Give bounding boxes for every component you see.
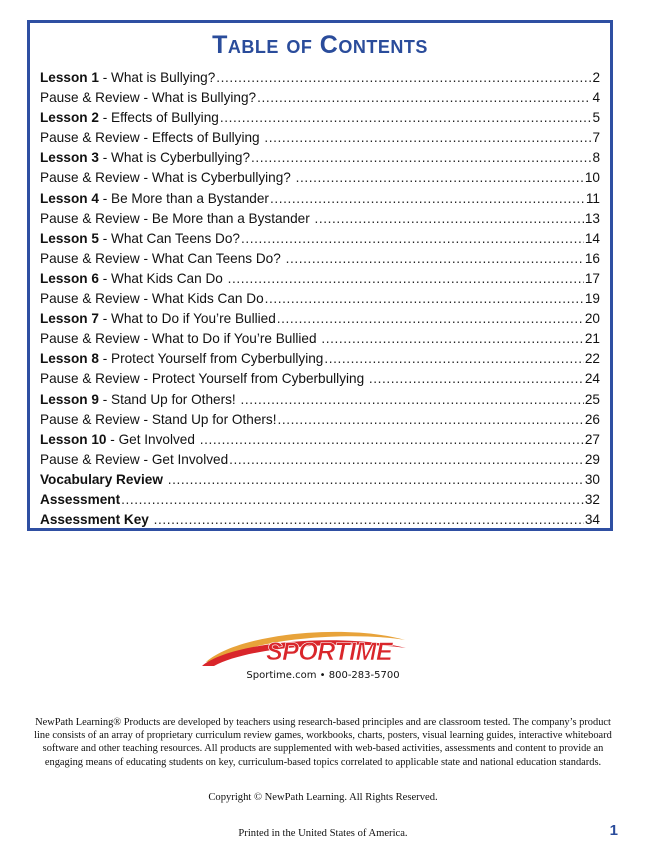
- toc-leader-dots: [277, 410, 583, 430]
- toc-entry-title: - Be More than a Bystander: [98, 190, 269, 206]
- toc-entry-title: [163, 472, 167, 487]
- toc-entry-page: 29: [584, 451, 600, 467]
- toc-leader-dots: [321, 329, 584, 349]
- toc-entry-title: - What is Cyberbullying?: [98, 150, 251, 166]
- toc-entry-page: 21: [584, 331, 600, 347]
- toc-entry-page: 13: [584, 210, 600, 226]
- toc-entry-page: 14: [584, 230, 600, 246]
- toc-leader-dots: [240, 390, 583, 410]
- toc-entry: [40, 490, 600, 510]
- toc-entry-label: [40, 168, 295, 188]
- toc-entry-page: 30: [584, 471, 600, 487]
- toc-entry: [40, 269, 600, 289]
- toc-entry-label: [40, 269, 227, 289]
- toc-leader-dots: [265, 289, 584, 309]
- toc-entry-label: [40, 410, 276, 430]
- toc-leader-dots: [220, 108, 592, 128]
- toc-leader-dots: [264, 128, 591, 148]
- copyright-notice: Copyright © NewPath Learning. All Rights Reserved.: [208, 792, 438, 803]
- toc-entry-label: [40, 88, 256, 108]
- toc-entry: [40, 108, 600, 128]
- toc-entry-heading: Lesson 1: [40, 70, 99, 85]
- toc-entry-page: 32: [584, 491, 600, 507]
- table-of-contents: [27, 20, 613, 531]
- toc-entry: [40, 289, 600, 309]
- toc-leader-dots: [296, 168, 584, 188]
- toc-entry-label: [40, 148, 250, 168]
- toc-entry: [40, 470, 600, 490]
- toc-entry: [40, 148, 600, 168]
- toc-entry: [40, 430, 600, 450]
- toc-leader-dots: [324, 349, 584, 369]
- toc-entry-title: Pause & Review - Get Involved: [40, 451, 229, 467]
- toc-list: [40, 68, 600, 530]
- toc-leader-dots: [168, 470, 584, 490]
- toc-entry-page: 34: [584, 512, 600, 528]
- toc-entry-page: 17: [584, 270, 600, 286]
- toc-leader-dots: [154, 510, 584, 530]
- toc-entry-heading: Lesson 8: [40, 351, 99, 367]
- toc-entry-label: [40, 249, 285, 269]
- toc-entry-title: Pause & Review - Protect Yourself from Cyberbullying: [40, 371, 368, 387]
- toc-entry-heading: Lesson 4: [40, 190, 99, 206]
- toc-entry-heading: Lesson 6: [40, 270, 99, 286]
- toc-leader-dots: [369, 369, 584, 389]
- toc-entry: [40, 510, 600, 530]
- toc-entry-title: [149, 512, 153, 527]
- toc-entry: [40, 68, 600, 88]
- toc-entry-title: - Protect Yourself from Cyberbullying: [98, 351, 324, 367]
- toc-entry-heading: Assessment: [40, 491, 121, 507]
- toc-entry-label: [40, 68, 215, 88]
- toc-entry: [40, 329, 600, 349]
- toc-entry-label: [40, 309, 276, 329]
- newpath-blurb: NewPath Learning® Products are developed by teachers using research-based principles and are classroom tested. The company’s product line consists of an array of proprietary curriculum review games, workbooks, charts, posters, visual learning guides, interactive whiteboard software and other teaching resources. All products are supplemented with web-based activities, assessments and content to provide an engaging means of educating students on key, curriculum-based topics correlated to applicable state and national education standards.: [34, 717, 612, 768]
- toc-entry: [40, 369, 600, 389]
- toc-entry-label: [40, 510, 153, 530]
- toc-entry-label: [40, 128, 263, 148]
- toc-entry-title: - Effects of Bullying: [98, 110, 219, 126]
- toc-entry-title: - Stand Up for Others!: [98, 391, 240, 407]
- toc-entry-heading: Lesson 10: [40, 431, 107, 447]
- toc-leader-dots: [121, 490, 584, 510]
- toc-entry-heading: Vocabulary Review: [40, 471, 163, 487]
- toc-entry-label: [40, 390, 239, 410]
- toc-entry-label: [40, 369, 368, 389]
- toc-entry-heading: Lesson 7: [40, 311, 99, 327]
- toc-entry-page: 5: [592, 110, 600, 126]
- toc-leader-dots: [228, 269, 584, 289]
- toc-entry-heading: Lesson 2: [40, 110, 99, 126]
- toc-entry: [40, 88, 600, 108]
- toc-entry-title: Pause & Review - What is Cyberbullying?: [40, 170, 295, 186]
- toc-leader-dots: [200, 430, 584, 450]
- toc-entry-page: 22: [584, 351, 600, 367]
- toc-entry-page: 8: [592, 150, 600, 166]
- toc-entry: [40, 168, 600, 188]
- toc-title: Table of Contents: [212, 31, 428, 59]
- printed-notice: Printed in the United States of America.: [238, 828, 408, 839]
- toc-entry-title: Pause & Review - What to Do if You’re Bullied: [40, 331, 321, 347]
- toc-entry: [40, 189, 600, 209]
- toc-entry-label: [40, 430, 199, 450]
- toc-entry-heading: Lesson 5: [40, 230, 99, 246]
- toc-entry-heading: Assessment Key: [40, 512, 149, 528]
- toc-entry: [40, 349, 600, 369]
- toc-entry-page: 25: [584, 391, 600, 407]
- toc-entry-label: [40, 349, 323, 369]
- toc-entry-title: Pause & Review - What Kids Can Do: [40, 291, 264, 307]
- toc-leader-dots: [216, 68, 591, 88]
- toc-entry-page: 7: [592, 130, 600, 146]
- toc-entry-label: [40, 229, 240, 249]
- toc-entry-title: Pause & Review - What is Bullying?: [40, 90, 257, 106]
- toc-leader-dots: [286, 249, 584, 269]
- sportime-contact: Sportime.com • 800-283-5700: [246, 670, 400, 681]
- toc-entry: [40, 229, 600, 249]
- toc-leader-dots: [277, 309, 584, 329]
- toc-entry-page: 11: [585, 190, 600, 206]
- toc-leader-dots: [257, 88, 591, 108]
- toc-entry: [40, 390, 600, 410]
- toc-entry-page: 2: [592, 70, 600, 85]
- toc-entry-label: [40, 329, 320, 349]
- toc-leader-dots: [315, 209, 584, 229]
- toc-entry-title: - What Can Teens Do?: [98, 230, 240, 246]
- toc-entry-title: Pause & Review - Stand Up for Others!: [40, 411, 277, 427]
- toc-entry-title: - What is Bullying?: [98, 70, 216, 85]
- toc-entry-label: [40, 470, 167, 490]
- toc-entry-title: Pause & Review - What Can Teens Do?: [40, 250, 285, 266]
- toc-entry-title: Pause & Review - Be More than a Bystander: [40, 210, 314, 226]
- toc-entry-label: [40, 289, 264, 309]
- toc-entry-label: [40, 490, 120, 510]
- toc-entry-title: - What to Do if You’re Bullied: [98, 311, 276, 327]
- toc-leader-dots: [241, 229, 584, 249]
- sportime-logo-graphic: [200, 622, 412, 674]
- toc-entry-label: [40, 209, 314, 229]
- toc-entry: [40, 249, 600, 269]
- toc-entry-label: [40, 189, 269, 209]
- sportime-logo: [200, 622, 412, 674]
- toc-leader-dots: [270, 189, 585, 209]
- toc-entry-title: - Get Involved: [106, 431, 199, 447]
- toc-entry-heading: Lesson 9: [40, 391, 99, 407]
- toc-entry: [40, 450, 600, 470]
- toc-entry: [40, 410, 600, 430]
- toc-entry-page: 20: [584, 311, 600, 327]
- toc-entry-title: - What Kids Can Do: [98, 270, 227, 286]
- toc-entry-label: [40, 108, 219, 128]
- toc-entry-page: 19: [584, 291, 600, 307]
- toc-entry-page: 26: [584, 411, 600, 427]
- toc-entry-page: 16: [584, 250, 600, 266]
- page-number: 1: [609, 822, 618, 839]
- toc-leader-dots: [229, 450, 584, 470]
- toc-entry-page: 10: [584, 170, 600, 186]
- toc-entry-title: Pause & Review - Effects of Bullying: [40, 130, 264, 146]
- logo-wordmark: SPORTIME: [266, 638, 393, 666]
- toc-entry-label: [40, 450, 228, 470]
- toc-entry-page: 24: [584, 371, 600, 387]
- toc-entry-heading: Lesson 3: [40, 150, 99, 166]
- toc-leader-dots: [251, 148, 591, 168]
- toc-entry-page: 27: [584, 431, 600, 447]
- toc-entry: [40, 128, 600, 148]
- toc-entry: [40, 209, 600, 229]
- toc-entry: [40, 309, 600, 329]
- toc-entry-page: 4: [592, 90, 600, 106]
